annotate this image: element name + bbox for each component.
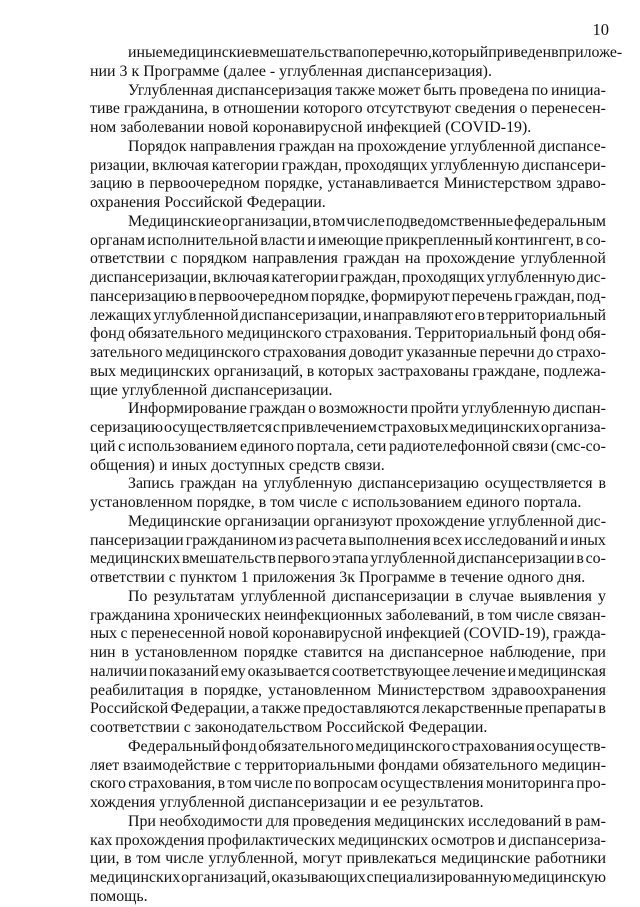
text-line: ном заболевании новой коронавирусной инфекцией (COVID-19). <box>90 119 532 136</box>
text-line: медицинских организаций, оказывающих специализированную медицинскую <box>90 869 606 886</box>
text-line: Медицинские организации, в том числе подведомственные федеральным <box>128 212 606 230</box>
paragraph <box>90 513 606 588</box>
paragraph <box>90 138 606 213</box>
paragraph <box>90 475 606 513</box>
paragraph <box>90 82 606 138</box>
text-line: Углубленная диспансеризация также может быть проведена по инициа- <box>128 81 606 99</box>
text-line: Федеральный фонд обязательного медицинского страхования осуществ- <box>128 737 606 755</box>
text-line: При необходимости для проведения медицинских исследований в рам- <box>128 812 606 830</box>
text-line: По результатам углубленной диспансеризации в случае выявления у <box>128 587 606 605</box>
text-line: Медицинские организации организуют прохождение углубленной дис- <box>128 512 606 530</box>
text-line: иные медицинские вмешательства по перечню, который приведен в приложе- <box>128 44 623 61</box>
text-line: ризации, включая категории граждан, проходящих углубленную диспансери- <box>90 156 606 174</box>
text-line: Запись граждан на углубленную диспансеризацию осуществляется в <box>128 475 606 493</box>
text-line: охранения Российской Федерации. <box>90 194 326 211</box>
text-line: ского страхования, в том числе по вопросам осуществления мониторинга про- <box>90 775 606 793</box>
text-line: нин в установленном порядке ставится на диспансерное наблюдение, при <box>90 644 606 661</box>
text-line: помощь. <box>90 887 148 905</box>
text-line: ций с использованием единого портала, сети радиотелефонной связи (смс-со- <box>90 437 606 455</box>
text-line: пансеризацию в первоочередном порядке, формируют перечень граждан, под- <box>90 287 606 305</box>
text-line: органам исполнительной власти и имеющие прикрепленный контингент, в со- <box>90 231 606 249</box>
text-line: ках прохождения профилактических медицинских осмотров и диспансериза- <box>90 831 606 849</box>
paragraph <box>90 213 606 401</box>
text-line: лежащих углубленной диспансеризации, и направляют его в территориальный <box>90 306 606 324</box>
text-line: серизацию осуществляется с привлечением страховых медицинских организа- <box>90 419 606 436</box>
text-line: тиве гражданина, в отношении которого отсутствуют сведения о перенесен- <box>90 100 606 118</box>
text-line: вых медицинских организаций, в которых застрахованы граждане, подлежа- <box>90 362 606 380</box>
document-body <box>90 44 623 907</box>
text-line: пансеризации гражданином из расчета выполнения всех исследований и иных <box>90 531 606 549</box>
text-line: зацию в первоочередном порядке, устанавливается Министерством здраво- <box>90 175 606 193</box>
text-line: хождения углубленной диспансеризации и ее результатов. <box>90 794 484 811</box>
text-line: нии 3 к Программе (далее - углубленная диспансеризация). <box>90 62 492 80</box>
paragraph <box>90 738 606 813</box>
text-line: Информирование граждан о возможности пройти углубленную диспан- <box>128 400 606 418</box>
text-line: реабилитация в порядке, установленном Министерством здравоохранения <box>90 681 606 699</box>
text-line: Российской Федерации, а также предоставляются лекарственные препараты в <box>90 700 606 718</box>
text-line: установленном порядке, в том числе с использованием единого портала. <box>90 494 582 511</box>
text-line: ции, в том числе углубленной, могут привлекаться медицинские работники <box>90 850 606 868</box>
text-line: медицинских вмешательств первого этапа углубленной диспансеризации в со- <box>90 550 606 568</box>
paragraph <box>90 813 606 907</box>
text-line: наличии показаний ему оказывается соответствующее лечение и медицинская <box>90 662 606 680</box>
text-line: ных с перенесенной новой коронавирусной инфекцией (COVID-19), гражда- <box>90 625 606 643</box>
text-line: соответствии с законодательством Российской Федерации. <box>90 719 488 736</box>
paragraph <box>90 400 606 475</box>
text-line: гражданина хронических неинфекционных заболеваний, в том числе связан- <box>90 606 606 624</box>
text-line: щие углубленной диспансеризации. <box>90 381 333 399</box>
text-line: диспансеризации, включая категории граждан, проходящих углубленную дис- <box>90 269 606 286</box>
text-line: ляет взаимодействие с территориальными фондами обязательного медицин- <box>90 756 606 774</box>
text-line: ответствии с пунктом 1 приложения 3к Программе в течение одного дня. <box>90 569 586 586</box>
text-line: общения) и иных доступных средств связи. <box>90 456 385 474</box>
page-number: 10 <box>592 20 609 39</box>
paragraph <box>90 44 623 82</box>
text-line: фонд обязательного медицинского страхования. Территориальный фонд обя- <box>90 325 606 343</box>
paragraph <box>90 588 606 738</box>
text-line: Порядок направления граждан на прохождение углубленной диспансе- <box>128 137 606 155</box>
text-line: зательного медицинского страхования доводит указанные перечни до страхо- <box>90 344 606 361</box>
text-line: ответствии с порядком направления граждан на прохождение углубленной <box>90 250 606 268</box>
